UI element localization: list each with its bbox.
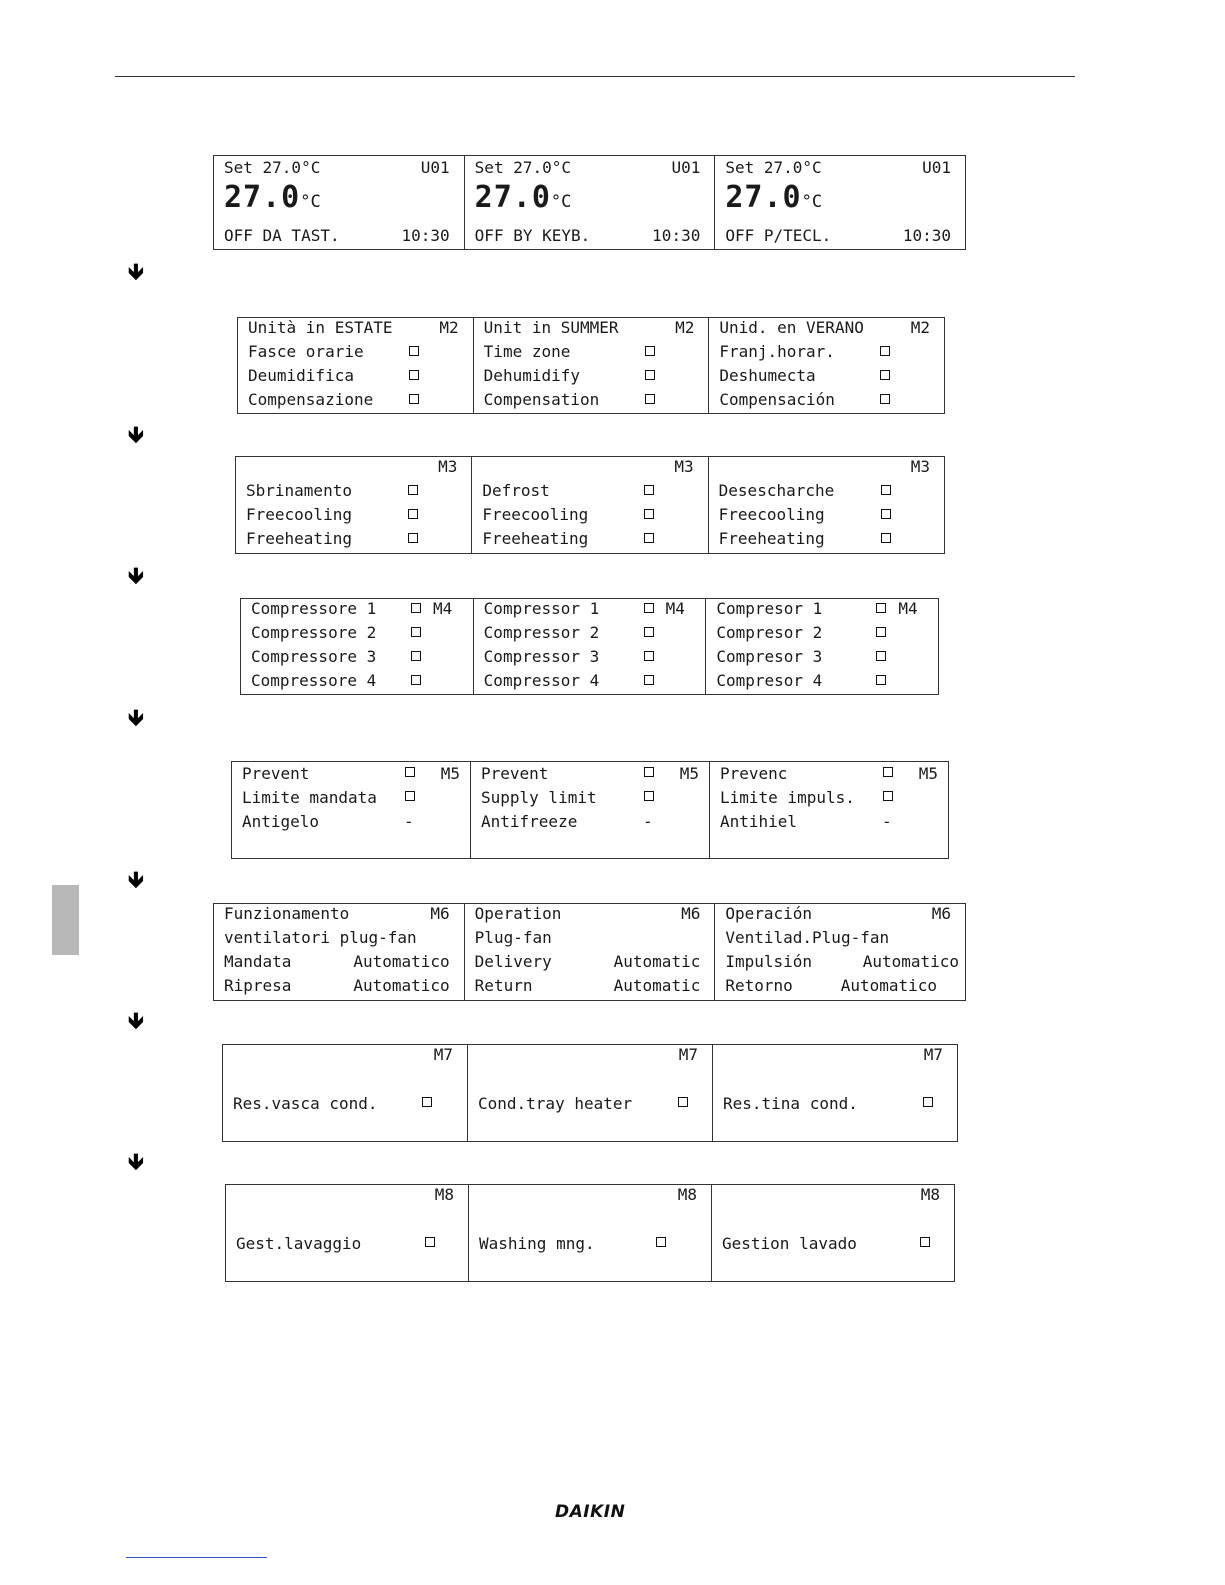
screen-code: M3 [438,457,458,476]
setting-label: Ripresa [224,976,292,995]
option-label: Limite mandata [242,788,377,807]
screen-code: M8 [920,1185,940,1204]
setting-value[interactable]: Automatic [613,952,701,971]
option-checkbox[interactable] [644,627,654,637]
option-label: Deumidifica [248,366,354,385]
panel-subtitle: Plug-fan [474,928,552,947]
daikin-logo: DAIKIN [555,1502,626,1522]
option-label: Prevenc [720,764,788,783]
option-checkbox[interactable] [656,1237,666,1247]
dash-value: - [882,812,892,831]
screen-code: M6 [430,904,450,923]
screen-code: M6 [931,904,952,923]
option-label: Compressor 3 [483,647,600,666]
panel-title: Funzionamento [224,904,350,923]
screen-cell-it [238,318,473,413]
dash-value: - [643,812,653,831]
setpoint-text: Set 27.0°C [474,158,571,177]
screen-code: M2 [675,318,695,337]
temperature-readout [725,180,822,220]
option-checkbox[interactable] [881,485,891,495]
option-label: Compressor 2 [483,623,600,642]
screen-code: M7 [923,1045,943,1064]
screen-cell-it [226,1185,468,1281]
option-label: Gest.lavaggio [236,1234,362,1253]
temperature-value: 27.0 [224,180,301,215]
temperature-unit: °C [300,192,321,212]
option-label: Compressor 1 [483,599,600,618]
screen-code: U01 [671,158,701,177]
clock-text: 10:30 [652,226,701,245]
screen-cell-it [214,904,464,1000]
screen-cell-es [714,156,965,249]
setting-label: Retorno [725,976,793,995]
screen-code: M2 [910,318,931,337]
screen-cell-es [708,457,944,553]
option-checkbox[interactable] [409,370,419,380]
option-checkbox[interactable] [411,675,421,685]
panel-subtitle: ventilatori plug-fan [224,928,417,947]
temperature-unit: °C [550,192,572,212]
panel-title: Unità in ESTATE [248,318,393,337]
temperature-readout [475,180,572,220]
setting-value[interactable]: Automatico [353,952,450,971]
option-label: Desescharche [718,481,835,500]
panel-subtitle: Ventilad.Plug-fan [725,928,890,947]
screen-code: M7 [433,1045,453,1064]
footer-link-underline [126,1557,267,1558]
option-label: Limite impuls. [720,788,855,807]
option-label: Washing mng. [479,1234,595,1253]
temperature-readout [224,180,321,220]
option-label: Freecooling [246,505,352,524]
option-label: Compresor 2 [716,623,823,642]
screen-code: M4 [665,599,685,618]
option-checkbox[interactable] [880,394,890,404]
option-checkbox[interactable] [409,394,419,404]
screen-code: U01 [420,158,450,177]
clock-text: 10:30 [902,226,952,245]
dash-value: - [404,812,414,831]
option-checkbox[interactable] [644,533,654,543]
screen-cell-es [714,904,965,1000]
option-label: Compresor 1 [716,599,823,618]
screen-code: M5 [679,764,699,783]
option-label: Compensación [719,390,835,409]
option-label: Antigelo [242,812,320,831]
screen-cell-it [214,156,464,249]
setpoint-text: Set 27.0°C [224,158,321,177]
down-arrow-icon: 🡻 [128,423,144,448]
option-checkbox[interactable] [880,346,890,356]
screen-code: U01 [922,158,952,177]
status-text: OFF BY KEYB. [474,226,591,245]
option-label: Dehumidify [483,366,580,385]
option-label: Sbrinamento [246,481,352,500]
option-label: Antihiel [720,812,798,831]
screen-code: M6 [681,904,701,923]
setting-value[interactable]: Automatico [862,952,960,971]
option-checkbox[interactable] [644,767,654,777]
option-label: Compressore 3 [251,647,377,666]
screen-cell-es [709,762,948,858]
panel-title: Unid. en VERANO [719,318,864,337]
option-checkbox[interactable] [411,627,421,637]
option-label: Cond.tray heater [478,1094,633,1113]
option-label: Antifreeze [481,812,578,831]
option-label: Fasce orarie [248,342,364,361]
panel-title: Unit in SUMMER [483,318,619,337]
status-text: OFF DA TAST. [224,226,340,245]
screen-panel-m5 [231,761,949,859]
screen-cell-es [705,599,938,694]
temperature-unit: °C [801,192,823,212]
screen-code: M3 [910,457,930,476]
option-checkbox[interactable] [644,675,654,685]
down-arrow-icon: 🡻 [128,1009,144,1034]
clock-text: 10:30 [401,226,450,245]
setting-value[interactable]: Automatico [840,976,938,995]
option-checkbox[interactable] [411,603,421,613]
option-label: Prevent [242,764,310,783]
option-label: Time zone [483,342,571,361]
setting-label: Return [474,976,533,995]
option-checkbox[interactable] [644,485,654,495]
screen-code: M4 [433,599,453,618]
screen-cell-es [708,318,944,413]
option-label: Gestion lavado [722,1234,857,1253]
option-checkbox[interactable] [876,603,886,613]
option-checkbox[interactable] [644,791,654,801]
top-rule [115,76,1075,77]
setting-value[interactable]: Automatico [353,976,450,995]
option-checkbox[interactable] [644,509,654,519]
screen-panel-m6 [213,903,966,1001]
option-checkbox[interactable] [876,651,886,661]
setting-value[interactable]: Automatic [613,976,701,995]
down-arrow-icon: 🡻 [128,706,144,731]
panel-title: Operation [474,904,562,923]
screen-panel-m3 [235,456,945,554]
setting-label: Delivery [474,952,552,971]
screen-cell-en [464,904,715,1000]
screen-cell-en [471,457,707,553]
option-label: Compressor 4 [483,671,600,690]
option-checkbox[interactable] [405,767,415,777]
option-checkbox[interactable] [883,791,893,801]
option-label: Res.tina cond. [723,1094,858,1113]
option-checkbox[interactable] [876,675,886,685]
option-checkbox[interactable] [411,651,421,661]
screen-code: M2 [439,318,459,337]
option-label: Compressore 2 [251,623,377,642]
setting-label: Mandata [224,952,292,971]
screen-cell-it [241,599,473,694]
option-checkbox[interactable] [880,370,890,380]
screen-panel-m2 [237,317,945,414]
option-checkbox[interactable] [408,533,418,543]
option-label: Freecooling [482,505,589,524]
status-text: OFF P/TECL. [725,226,832,245]
option-label: Franj.horar. [719,342,835,361]
screen-code: M8 [677,1185,697,1204]
screen-panel-m4 [240,598,939,695]
screen-cell-en [468,1185,711,1281]
screen-panel-m7 [222,1044,958,1142]
screen-cell-en [473,318,709,413]
option-label: Freeheating [718,529,825,548]
screen-cell-it [232,762,470,858]
option-label: Defrost [482,481,550,500]
option-checkbox[interactable] [422,1097,432,1107]
option-checkbox[interactable] [645,346,655,356]
screen-code: M8 [434,1185,454,1204]
option-checkbox[interactable] [881,533,891,543]
option-label: Freeheating [246,529,352,548]
screen-code: M5 [918,764,938,783]
option-checkbox[interactable] [876,627,886,637]
option-checkbox[interactable] [923,1097,933,1107]
option-label: Compensation [483,390,600,409]
screen-code: M5 [440,764,460,783]
option-label: Supply limit [481,788,597,807]
option-checkbox[interactable] [881,509,891,519]
option-checkbox[interactable] [408,485,418,495]
screen-cell-en [464,156,715,249]
option-label: Deshumecta [719,366,816,385]
option-checkbox[interactable] [883,767,893,777]
option-checkbox[interactable] [405,791,415,801]
option-label: Compressore 4 [251,671,377,690]
option-label: Compresor 4 [716,671,823,690]
option-label: Freeheating [482,529,589,548]
screen-panel-u01 [213,155,966,250]
option-label: Res.vasca cond. [233,1094,378,1113]
down-arrow-icon: 🡻 [128,868,144,893]
option-checkbox[interactable] [645,370,655,380]
option-label: Compensazione [248,390,374,409]
setpoint-text: Set 27.0°C [725,158,822,177]
option-checkbox[interactable] [644,651,654,661]
option-label: Prevent [481,764,549,783]
option-checkbox[interactable] [409,346,419,356]
screen-code: M7 [678,1045,698,1064]
option-checkbox[interactable] [425,1237,435,1247]
screen-cell-en [470,762,709,858]
option-checkbox[interactable] [408,509,418,519]
screen-cell-it [223,1045,467,1141]
down-arrow-icon: 🡻 [128,564,144,589]
setting-label: Impulsión [725,952,813,971]
option-label: Compressore 1 [251,599,377,618]
down-arrow-icon: 🡻 [128,1150,144,1175]
screen-panel-m8 [225,1184,955,1282]
screen-cell-en [467,1045,712,1141]
option-label: Freecooling [718,505,825,524]
screen-cell-es [712,1045,957,1141]
side-tab-marker [52,885,79,955]
temperature-value: 27.0 [725,180,802,215]
option-checkbox[interactable] [920,1237,930,1247]
screen-cell-en [473,599,706,694]
option-label: Compresor 3 [716,647,823,666]
panel-title: Operación [725,904,813,923]
screen-code: M3 [674,457,694,476]
temperature-value: 27.0 [474,180,551,215]
screen-cell-it [236,457,471,553]
option-checkbox[interactable] [644,603,654,613]
screen-cell-es [711,1185,954,1281]
down-arrow-icon: 🡻 [128,260,144,285]
screen-code: M4 [898,599,918,618]
option-checkbox[interactable] [645,394,655,404]
option-checkbox[interactable] [678,1097,688,1107]
